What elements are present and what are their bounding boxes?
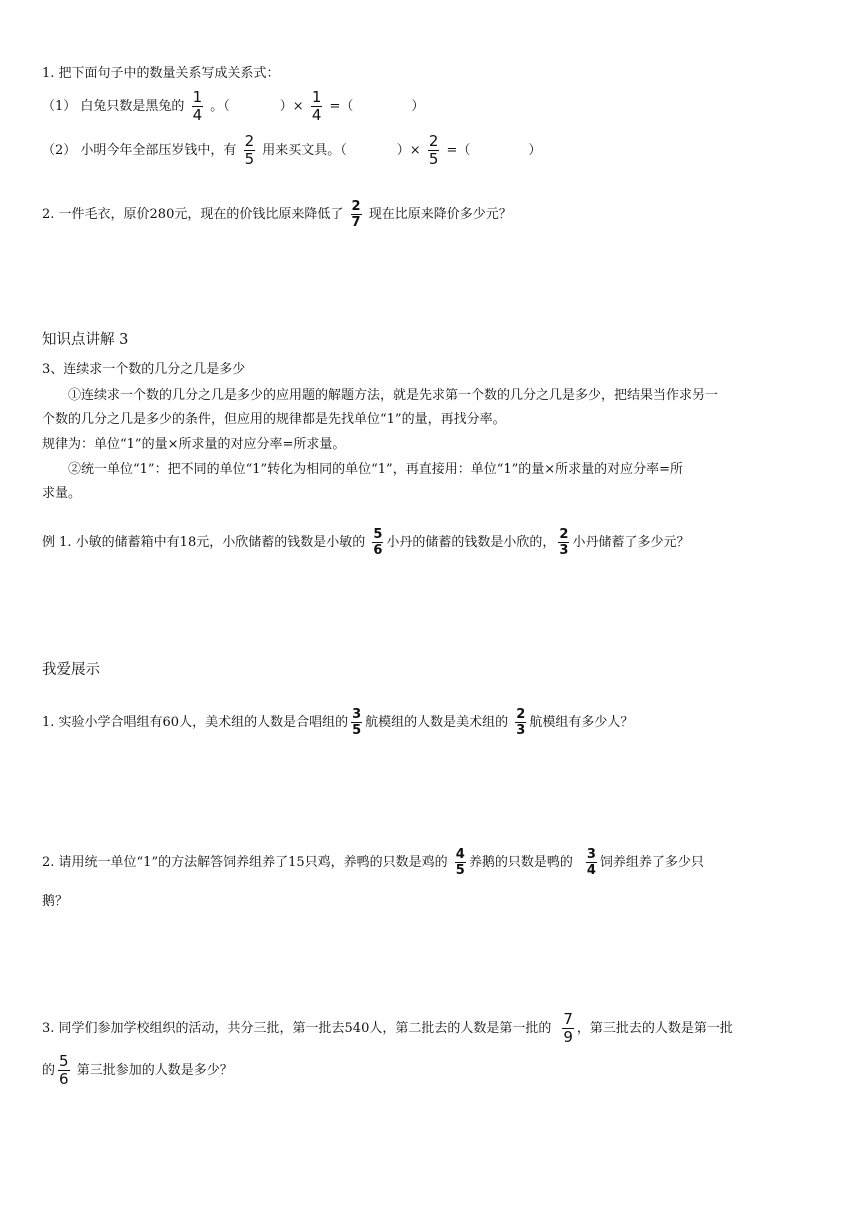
fraction: $\frac{3}{4}$ [586, 847, 596, 878]
fraction: $\frac{5}{6}$ [59, 1052, 69, 1088]
section-heading-show: 我爱展示 [42, 662, 100, 678]
answer-blank-close: ） [528, 143, 542, 158]
fraction: $\frac{5}{6}$ [373, 527, 383, 558]
question-text: 例 1. 小敏的储蓄箱中有18元，小欣储蓄的钱数是小敏的 [42, 535, 366, 550]
question-text: 航模组有多少人？ [529, 715, 634, 730]
fraction: $\frac{2}{7}$ [351, 199, 361, 230]
show-question-2-continued: 鹅？ [42, 894, 69, 909]
fraction: $\frac{1}{4}$ [192, 88, 203, 124]
fraction: $\frac{4}{5}$ [455, 847, 465, 878]
answer-blank-close: ）× [279, 99, 304, 114]
question-text: 小丹的储蓄的钱数是小欣的， [386, 535, 556, 550]
question-2 [42, 200, 512, 229]
question-text: 饲养组养了多少只 [599, 855, 704, 870]
show-question-2 [42, 848, 704, 877]
answer-blank-close: ）× [396, 143, 421, 158]
question-text: 小明今年全部压岁钱中，有 [80, 143, 237, 158]
knowledge-rule: 规律为：单位“1”的量×所求量的对应分率=所求量。 [42, 437, 346, 452]
question-text: 用来买文具。（ [262, 143, 347, 158]
question-text: ，第三批去的人数是第一批 [576, 1021, 733, 1036]
knowledge-paragraph-1-line-2: 个数的几分之几是多少的条件，但应用的规律都是先找单位“1”的量，再找分率。 [42, 412, 506, 427]
show-question-1 [42, 708, 633, 737]
question-text: 1. 实验小学合唱组有60人，美术组的人数是合唱组的 [42, 715, 349, 730]
fraction: $\frac{3}{5}$ [352, 707, 362, 738]
fraction: $\frac{1}{4}$ [311, 88, 322, 124]
show-question-3 [42, 1012, 733, 1045]
question-text: 的 [42, 1063, 56, 1078]
question-1-part-2 [42, 134, 541, 167]
answer-blank-open: =（ [446, 143, 471, 158]
question-text: 现在比原来降价多少元？ [368, 207, 512, 222]
question-text: 3. 同学们参加学校组织的活动，共分三批，第一批去540人，第二批去的人数是第一批的 [42, 1021, 552, 1036]
example-1 [42, 528, 689, 557]
fraction: $\frac{2}{5}$ [428, 132, 439, 168]
question-text: 第三批参加的人数是多少？ [76, 1063, 233, 1078]
question-text: 。（ [210, 99, 230, 114]
fraction: $\frac{2}{5}$ [244, 132, 255, 168]
question-text: 小丹储蓄了多少元？ [572, 535, 690, 550]
show-question-3-continued [42, 1054, 233, 1087]
section-heading-knowledge: 知识点讲解 3 [42, 332, 129, 348]
question-1-part-1 [42, 90, 424, 123]
knowledge-paragraph-1-line-1: ①连续求一个数的几分之几是多少的应用题的解题方法，就是先求第一个数的几分之几是多少，把结果当作求另一 [68, 388, 719, 403]
answer-blank-open: =（ [329, 99, 354, 114]
fraction: $\frac{7}{9}$ [563, 1010, 573, 1046]
fraction: $\frac{2}{3}$ [516, 707, 526, 738]
question-text: 养鹅的只数是鸭的 [468, 855, 573, 870]
answer-blank-close: ） [411, 99, 425, 114]
part-label: （2） [42, 143, 77, 158]
fraction: $\frac{2}{3}$ [559, 527, 569, 558]
knowledge-paragraph-2-line-2: 求量。 [42, 486, 82, 501]
question-text: 2. 请用统一单位“1”的方法解答饲养组养了15只鸡，养鸭的只数是鸡的 [42, 855, 448, 870]
question-text: 2. 一件毛衣，原价280元，现在的价钱比原来降低了 [42, 207, 344, 222]
question-text: 航模组的人数是美术组的 [365, 715, 509, 730]
question-text: 白兔只数是黑兔的 [80, 99, 185, 114]
question-1-title: 1. 把下面句子中的数量关系写成关系式： [42, 66, 280, 81]
knowledge-subheading: 3、连续求一个数的几分之几是多少 [42, 362, 246, 377]
knowledge-paragraph-2-line-1: ②统一单位“1”：把不同的单位“1”转化为相同的单位“1”，再直接用：单位“1”的量×所求量的对应分率=所 [68, 462, 684, 477]
part-label: （1） [42, 99, 77, 114]
